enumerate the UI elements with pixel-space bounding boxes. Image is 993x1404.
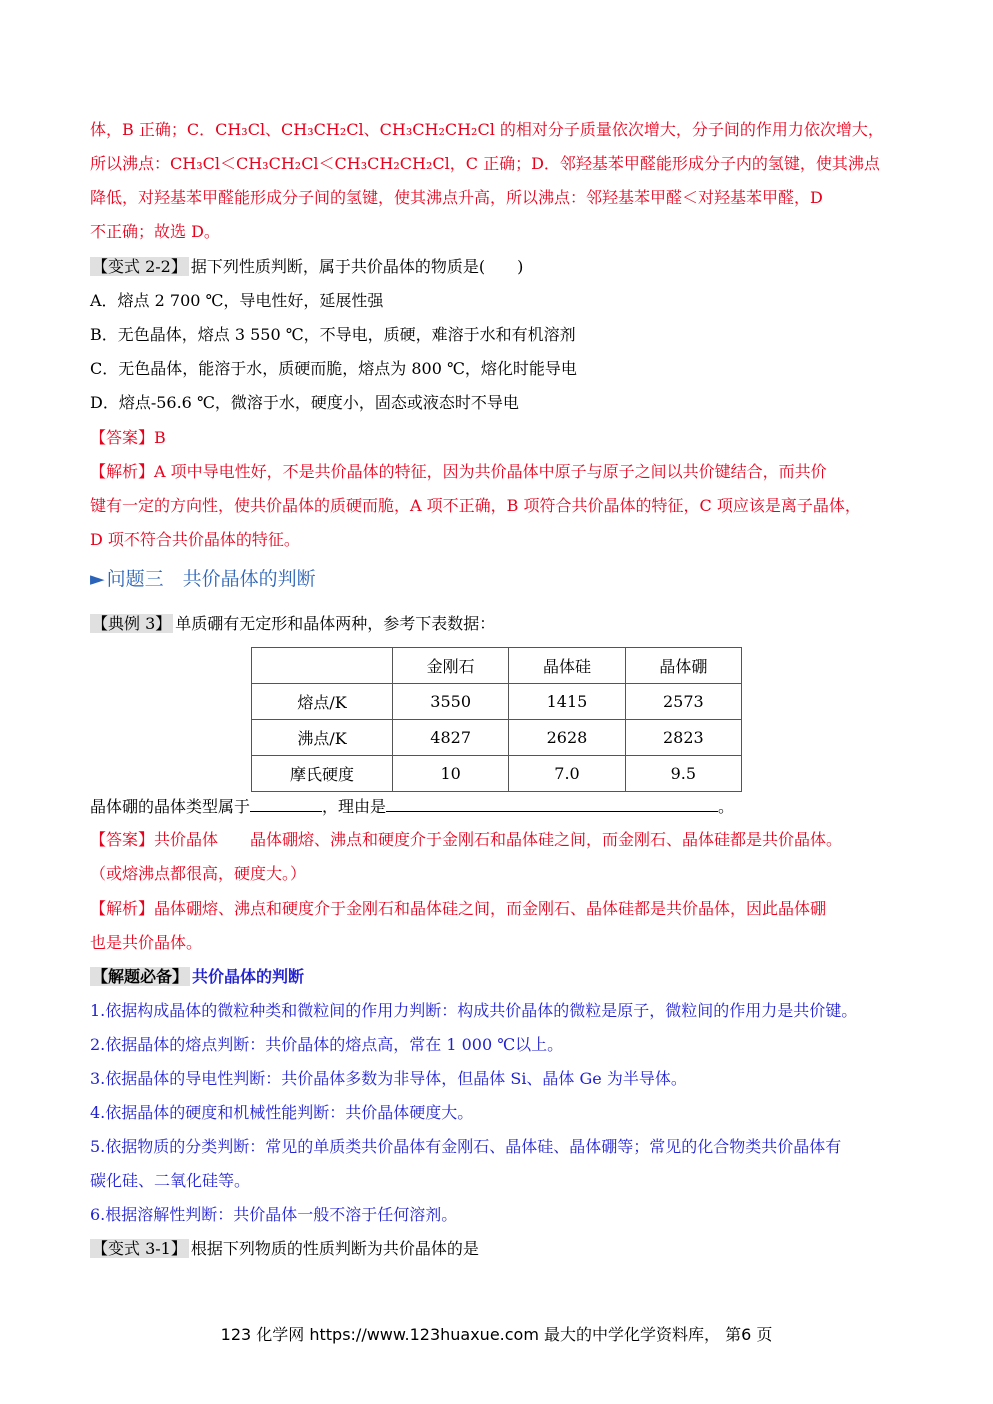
table-header-cell: 金刚石 [393, 648, 509, 684]
table-row [252, 756, 742, 792]
variant-tag: 【变式 2-2】 [92, 257, 187, 276]
fill-in-question [90, 795, 734, 818]
question-prefix: 晶体硼的晶体类型属于 [90, 797, 251, 816]
essentials-heading [90, 966, 304, 988]
explanation-line: 降低，对羟基苯甲醛能形成分子间的氢键，使其沸点升高，所以沸点：邻羟基苯甲醛＜对羟基苯甲醛，D [90, 188, 823, 207]
question-text: 根据下列物质的性质判断为共价晶体的是 [190, 1239, 479, 1258]
answer-note: （或熔沸点都很高，硬度大。） [90, 864, 307, 883]
question-end: 。 [718, 797, 735, 816]
explanation-line: 键有一定的方向性，使共价晶体的质硬而脆，A 项不正确，B 项符合共价晶体的特征，C 项应该是离子晶体， [90, 496, 861, 515]
table-row [252, 684, 742, 720]
table-cell: 10 [393, 756, 509, 792]
table-header-cell: 晶体硅 [509, 648, 625, 684]
table-cell: 4827 [393, 720, 509, 756]
essentials-item: 碳化硅、二氧化硅等。 [90, 1171, 251, 1190]
table-cell: 9.5 [625, 756, 741, 792]
explanation-line: 【解析】A 项中导电性好，不是共价晶体的特征，因为共价晶体中原子与原子之间以共价键结合，而共价 [90, 462, 827, 481]
essentials-tag: 【解题必备】 [92, 967, 189, 986]
option-d: D．熔点-56.6 ℃，微溶于水，硬度小，固态或液态时不导电 [90, 393, 519, 412]
example-tag: 【典例 3】 [92, 614, 172, 633]
essentials-item: 3.依据晶体的导电性判断：共价晶体多数为非导体，但晶体 Si、晶体 Ge 为半导体。 [90, 1069, 687, 1088]
question-text: 据下列性质判断，属于共价晶体的物质是( ) [190, 257, 524, 276]
table-cell: 2628 [509, 720, 625, 756]
table-row [252, 720, 742, 756]
section-heading [90, 568, 316, 590]
answer-blank-reason[interactable] [386, 795, 718, 812]
option-c: C．无色晶体，能溶于水，质硬而脆，熔点为 800 ℃，熔化时能导电 [90, 359, 577, 378]
explanation-line: 所以沸点：CH₃Cl＜CH₃CH₂Cl＜CH₃CH₂CH₂Cl，C 正确；D．邻羟基苯甲醛能形成分子内的氢键，使其沸点 [90, 154, 880, 173]
page-footer: 123 化学网 https://www.123huaxue.com 最大的中学化学资料库， 第6 页 [220, 1325, 773, 1344]
variant-tag: 【变式 3-1】 [92, 1239, 187, 1258]
essentials-item: 1.依据构成晶体的微粒种类和微粒间的作用力判断：构成共价晶体的微粒是原子，微粒间的作用力是共价键。 [90, 1001, 858, 1020]
explanation-line: 体，B 正确；C．CH₃Cl、CH₃CH₂Cl、CH₃CH₂CH₂Cl 的相对分子质量依次增大，分子间的作用力依次增大， [90, 120, 884, 139]
explanation-line: 也是共价晶体。 [90, 933, 203, 952]
answer: 【答案】B [90, 428, 166, 447]
variant-2-2-question [90, 256, 523, 278]
table-cell: 1415 [509, 684, 625, 720]
intro-text: 单质硼有无定形和晶体两种，参考下表数据： [175, 614, 496, 633]
table-cell: 熔点/K [252, 684, 393, 720]
essentials-title: 共价晶体的判断 [192, 967, 305, 986]
table-cell: 2573 [625, 684, 741, 720]
option-b: B．无色晶体，熔点 3 550 ℃，不导电，质硬，难溶于水和有机溶剂 [90, 325, 576, 344]
triangle-icon: ► [90, 568, 105, 590]
example-3-intro [90, 613, 495, 635]
table-cell: 2823 [625, 720, 741, 756]
option-a: A．熔点 2 700 ℃，导电性好，延展性强 [90, 291, 384, 310]
essentials-item: 5.依据物质的分类判断：常见的单质类共价晶体有金刚石、晶体硅、晶体硼等；常见的化合物类共价晶体有 [90, 1137, 842, 1156]
table-header-cell: 晶体硼 [625, 648, 741, 684]
question-mid: ，理由是 [322, 797, 387, 816]
essentials-item: 2.依据晶体的熔点判断：共价晶体的熔点高，常在 1 000 ℃以上。 [90, 1035, 564, 1054]
table-header-row [252, 648, 742, 684]
explanation-line: 不正确；故选 D。 [90, 222, 220, 241]
table-cell: 7.0 [509, 756, 625, 792]
data-table [251, 647, 742, 792]
explanation-line: 【解析】晶体硼熔、沸点和硬度介于金刚石和晶体硅之间，而金刚石、晶体硅都是共价晶体，因此晶体硼 [90, 899, 827, 918]
section-title: 问题三 共价晶体的判断 [106, 568, 316, 590]
essentials-item: 4.依据晶体的硬度和机械性能判断：共价晶体硬度大。 [90, 1103, 474, 1122]
table-cell: 3550 [393, 684, 509, 720]
answer: 【答案】共价晶体 晶体硼熔、沸点和硬度介于金刚石和晶体硅之间，而金刚石、晶体硅都是共价晶体。 [90, 830, 843, 849]
explanation-line: D 项不符合共价晶体的特征。 [90, 530, 300, 549]
variant-3-1-question [90, 1238, 479, 1260]
table-header-cell [252, 648, 393, 684]
essentials-item: 6.根据溶解性判断：共价晶体一般不溶于任何溶剂。 [90, 1205, 458, 1224]
table-cell: 沸点/K [252, 720, 393, 756]
answer-blank-type[interactable] [250, 795, 322, 812]
table-cell: 摩氏硬度 [252, 756, 393, 792]
